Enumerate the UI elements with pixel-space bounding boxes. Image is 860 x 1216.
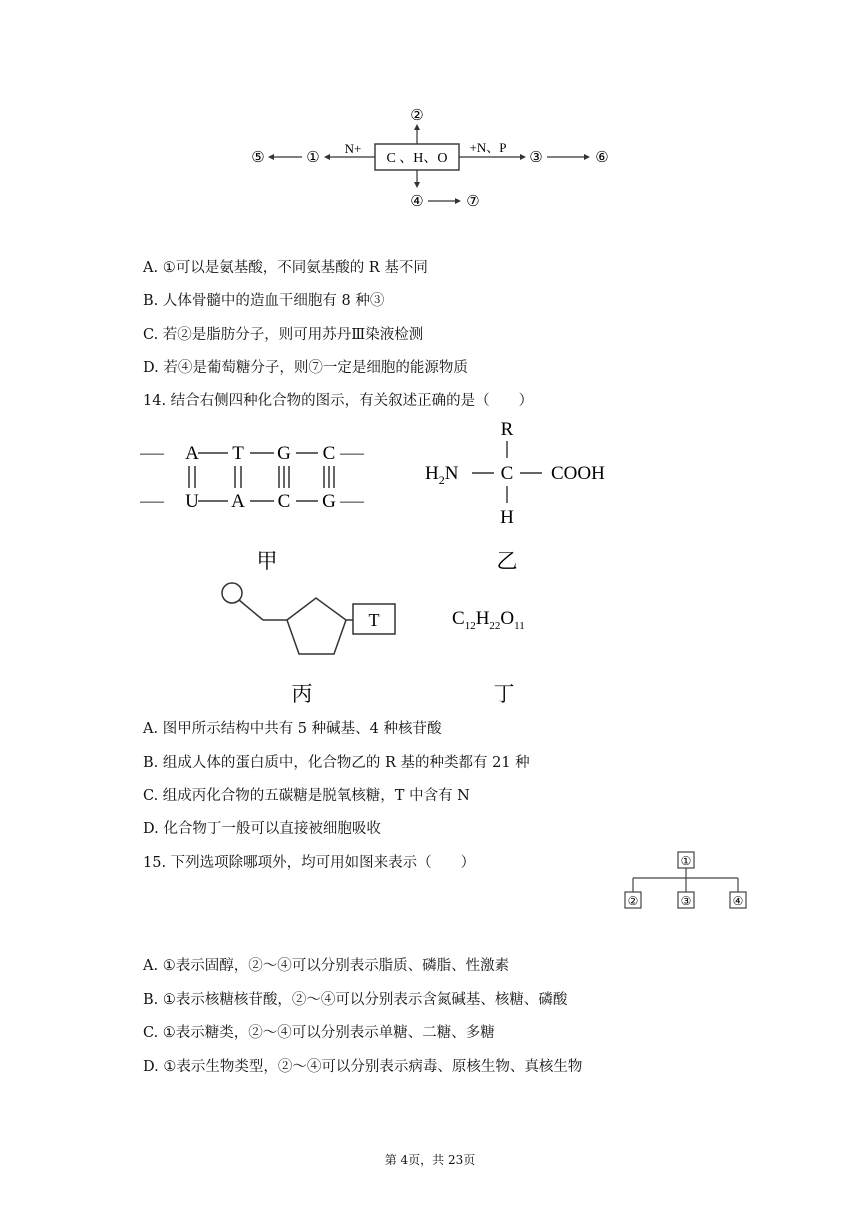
- yi-r: R: [500, 419, 514, 440]
- q14-option-d: D. 化合物丁一般可以直接被细胞吸收: [143, 821, 381, 837]
- base-t: T: [368, 610, 380, 630]
- node-6: ⑥: [595, 150, 609, 166]
- q13-option-d: D. 若④是葡萄糖分子，则⑦一定是细胞的能源物质: [143, 360, 468, 376]
- tree-child-2: ③: [680, 894, 692, 908]
- left-label: N+: [344, 141, 362, 156]
- q13-option-c: C. 若②是脂肪分子，则可用苏丹Ⅲ染液检测: [143, 327, 424, 343]
- figure-bing: [215, 580, 415, 710]
- figure-jia: [140, 436, 390, 576]
- q13-diagram: [240, 100, 620, 220]
- yi-bottom-h: H: [500, 507, 514, 528]
- tree-child-3: ④: [732, 894, 744, 908]
- q15-option-c: C. ①表示糖类，②～④可以分别表示单糖、二糖、多糖: [143, 1025, 495, 1041]
- label-jia: 甲: [256, 549, 278, 573]
- q15-option-a: A. ①表示固醇，②～④可以分别表示脂质、磷脂、性激素: [143, 958, 510, 974]
- node-7: ⑦: [466, 194, 480, 210]
- q15-stem: 15. 下列选项除哪项外，均可用如图来表示（ ）: [143, 855, 476, 871]
- q13-option-b: B. 人体骨髓中的造血干细胞有 8 种③: [143, 293, 385, 309]
- pentose-ring: [287, 598, 346, 654]
- jia-top-2: T: [232, 443, 244, 464]
- q15-tree-diagram: [620, 850, 750, 910]
- label-ding: 丁: [493, 682, 515, 706]
- label-bing: 丙: [291, 682, 313, 706]
- jia-top-1: A: [185, 443, 199, 464]
- figure-yi: [420, 416, 620, 576]
- jia-bottom-2: A: [231, 491, 245, 512]
- yi-cooh: COOH: [551, 463, 605, 484]
- q14-option-c: C. 组成丙化合物的五碳糖是脱氧核糖，T 中含有 N: [143, 788, 470, 804]
- node-1: ①: [306, 150, 320, 166]
- jia-top-3: G: [277, 443, 291, 464]
- svg-text:–––: –––: [140, 445, 164, 462]
- node-2: ②: [410, 108, 424, 124]
- yi-h: $H_2N$: [425, 463, 459, 487]
- svg-text:–––: –––: [340, 493, 364, 510]
- q14-stem: 14. 结合右侧四种化合物的图示，有关叙述正确的是（ ）: [143, 393, 534, 409]
- q15-option-d: D. ①表示生物类型，②～④可以分别表示病毒、原核生物、真核生物: [143, 1059, 583, 1075]
- right-label: +N、P: [469, 140, 507, 155]
- tree-child-1: ②: [627, 894, 639, 908]
- svg-text:–––: –––: [340, 445, 364, 462]
- page-footer: 第 4页，共 23页: [384, 1153, 476, 1167]
- node-4: ④: [410, 194, 424, 210]
- q13-option-a: A. ①可以是氨基酸，不同氨基酸的 R 基不同: [143, 260, 428, 276]
- tree-root: ①: [680, 854, 692, 868]
- jia-bottom-1: U: [185, 491, 199, 512]
- yi-c: C: [500, 463, 514, 484]
- jia-bottom-3: C: [277, 491, 291, 512]
- node-3: ③: [529, 150, 543, 166]
- jia-bottom-4: G: [322, 491, 336, 512]
- q15-option-b: B. ①表示核糖核苷酸，②～④可以分别表示含氮碱基、核糖、磷酸: [143, 992, 568, 1008]
- label-yi: 乙: [496, 549, 518, 573]
- ding-formula: $C_{12}H_{22}O_{11}$: [452, 608, 525, 632]
- figure-ding: [440, 580, 600, 710]
- jia-top-4: C: [322, 443, 336, 464]
- q14-option-b: B. 组成人体的蛋白质中，化合物乙的 R 基的种类都有 21 种: [143, 755, 530, 771]
- svg-text:–––: –––: [140, 493, 164, 510]
- box-label: C 、H、O: [386, 151, 448, 166]
- q14-option-a: A. 图甲所示结构中共有 5 种碱基、4 种核苷酸: [143, 721, 442, 737]
- node-5: ⑤: [251, 150, 265, 166]
